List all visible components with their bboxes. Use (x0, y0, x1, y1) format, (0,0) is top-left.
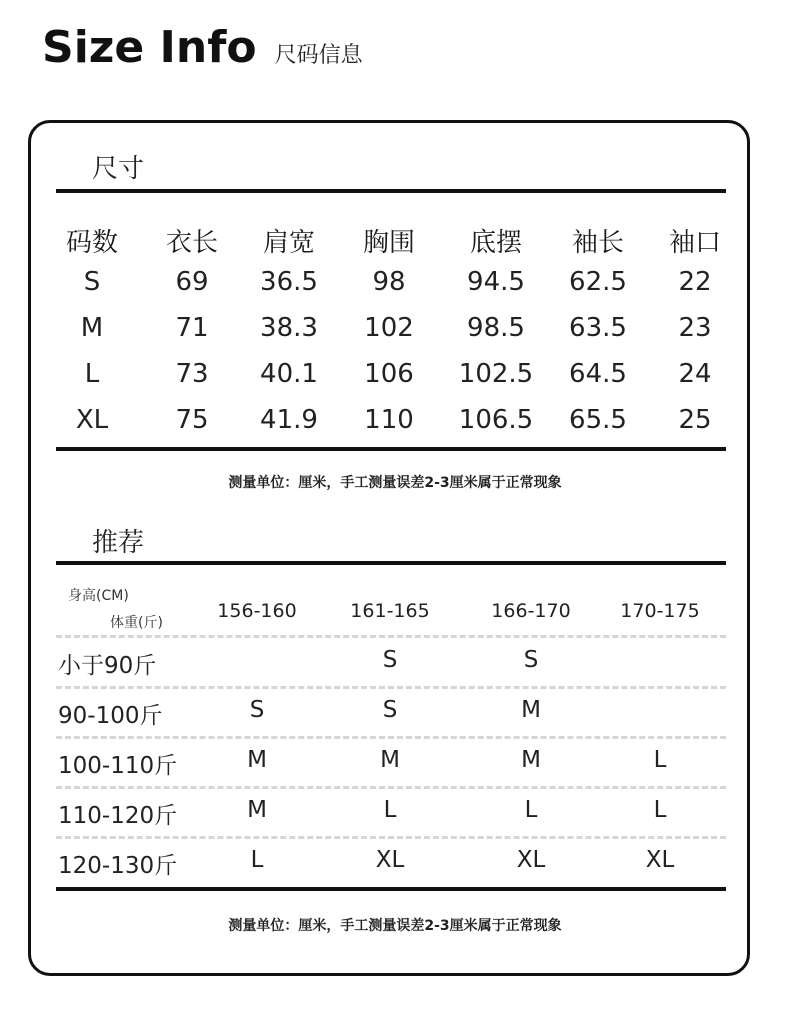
size-value-cell: 62.5 (569, 267, 627, 297)
size-column-header: 袖长 (571, 228, 625, 258)
height-column-header: 156-160 (217, 600, 297, 622)
size-value-cell: 106 (364, 359, 414, 389)
size-value-cell: 40.1 (260, 359, 318, 389)
recommended-size-cell: L (653, 797, 667, 823)
size-value-cell: 22 (678, 267, 712, 297)
size-value-cell: 36.5 (260, 267, 318, 297)
corner-weight-label: 体重(斤) (110, 615, 163, 631)
recommend-table-bottom-rule (56, 887, 726, 891)
recommended-size-cell: S (523, 647, 539, 673)
size-value-cell: 65.5 (569, 405, 627, 435)
size-column-header: 袖口 (668, 228, 722, 258)
size-value-cell: 75 (175, 405, 209, 435)
row-divider (56, 836, 726, 839)
size-value-cell: 98.5 (467, 313, 525, 343)
size-value-cell: 106.5 (458, 405, 534, 435)
page-title: Size Info (42, 22, 257, 73)
size-label-cell: XL (75, 405, 109, 435)
recommended-size-cell: M (247, 797, 267, 823)
size-value-cell: 71 (175, 313, 209, 343)
size-value-cell: 98 (372, 267, 406, 297)
size-value-cell: 69 (175, 267, 209, 297)
recommended-size-cell: S (249, 697, 265, 723)
size-value-cell: 64.5 (569, 359, 627, 389)
size-value-cell: 41.9 (260, 405, 318, 435)
recommend-measure-note: 测量单位：厘米，手工测量误差2-3厘米属于正常现象 (228, 918, 562, 934)
recommended-size-cell: XL (645, 847, 675, 873)
height-column-header: 170-175 (620, 600, 700, 622)
height-column-header: 166-170 (491, 600, 571, 622)
weight-row-label: 110-120斤 (58, 803, 178, 829)
size-section-title: 尺寸 (92, 154, 145, 184)
recommended-size-cell: XL (516, 847, 546, 873)
page-subtitle: 尺码信息 (274, 43, 363, 68)
recommended-size-cell: S (382, 647, 398, 673)
weight-row-label: 90-100斤 (58, 703, 163, 729)
size-column-header: 衣长 (165, 228, 219, 258)
recommended-size-cell: L (383, 797, 397, 823)
row-divider (56, 635, 726, 638)
recommended-size-cell: L (524, 797, 538, 823)
size-column-header: 码数 (65, 228, 119, 258)
size-measure-note: 测量单位：厘米，手工测量误差2-3厘米属于正常现象 (228, 475, 562, 491)
size-label-cell: L (84, 359, 100, 389)
weight-row-label: 120-130斤 (58, 853, 178, 879)
size-value-cell: 73 (175, 359, 209, 389)
recommended-size-cell: M (521, 697, 541, 723)
recommend-section-title: 推荐 (92, 528, 145, 558)
recommended-size-cell: M (247, 747, 267, 773)
size-value-cell: 63.5 (569, 313, 627, 343)
size-value-cell: 25 (678, 405, 712, 435)
corner-height-label: 身高(CM) (68, 588, 129, 604)
recommended-size-cell: L (653, 747, 667, 773)
recommended-size-cell: M (380, 747, 400, 773)
height-column-header: 161-165 (350, 600, 430, 622)
size-value-cell: 94.5 (467, 267, 525, 297)
size-value-cell: 110 (364, 405, 414, 435)
recommend-table-top-rule (56, 561, 726, 565)
recommended-size-cell: L (250, 847, 264, 873)
size-value-cell: 38.3 (260, 313, 318, 343)
weight-row-label: 小于90斤 (58, 653, 157, 679)
row-divider (56, 686, 726, 689)
page-header (42, 22, 363, 74)
weight-row-label: 100-110斤 (58, 753, 178, 779)
size-label-cell: S (83, 267, 101, 297)
row-divider (56, 786, 726, 789)
size-table-top-rule (56, 189, 726, 193)
row-divider (56, 736, 726, 739)
size-column-header: 胸围 (362, 228, 416, 258)
recommended-size-cell: M (521, 747, 541, 773)
size-column-header: 肩宽 (262, 228, 316, 258)
size-value-cell: 102 (364, 313, 414, 343)
size-column-header: 底摆 (469, 228, 523, 258)
size-value-cell: 102.5 (458, 359, 534, 389)
size-value-cell: 23 (678, 313, 712, 343)
size-label-cell: M (80, 313, 104, 343)
size-value-cell: 24 (678, 359, 712, 389)
recommended-size-cell: XL (375, 847, 405, 873)
recommended-size-cell: S (382, 697, 398, 723)
size-table-bottom-rule (56, 447, 726, 451)
